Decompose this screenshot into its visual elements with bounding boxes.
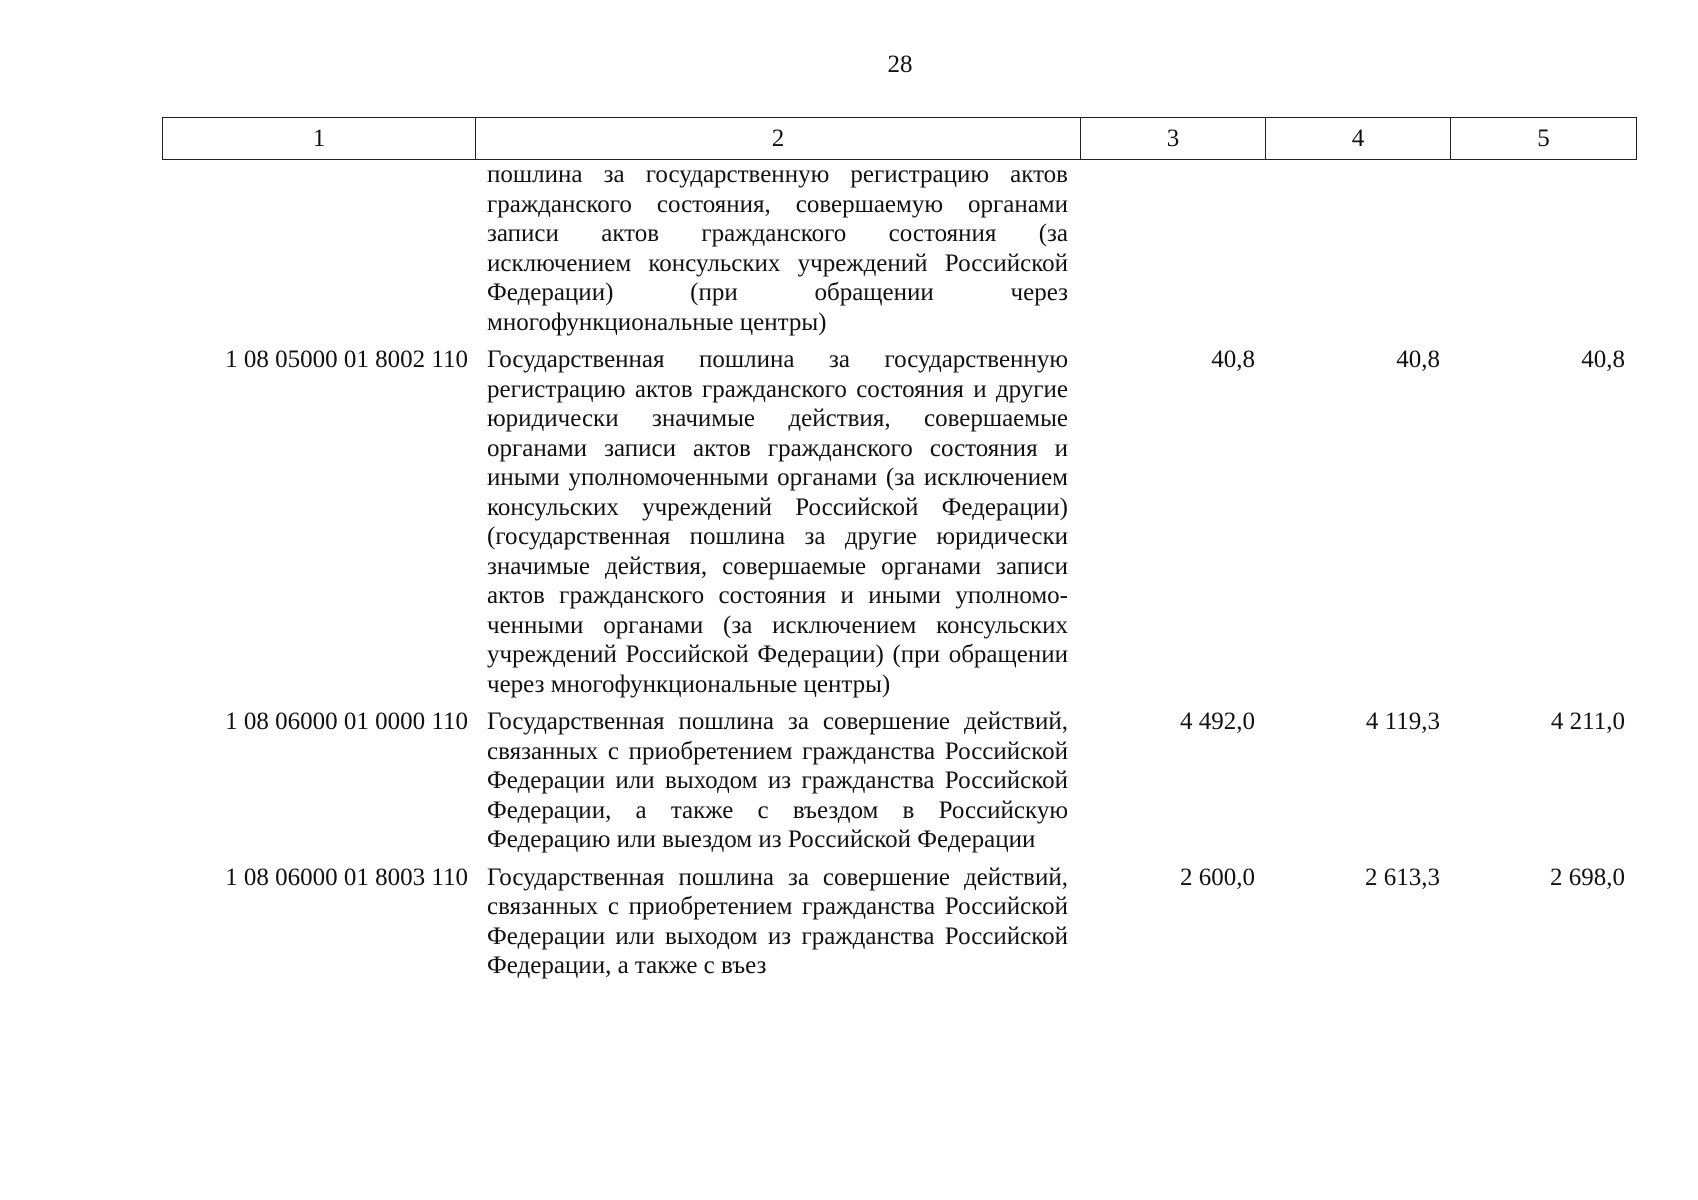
row-value-col5: 2 698,0 <box>1550 863 1625 891</box>
row-code: 1 08 05000 01 8002 110 <box>225 346 468 373</box>
row-value-col4 <box>1265 160 1450 337</box>
table-body <box>162 160 1636 981</box>
row-code <box>162 160 475 337</box>
row-description: Государственная пошлина за совершение действий, связанных с приобретением гражданства Российской Федерации или выходом из гражданства Российской Федерации, а также с въездом в Российскую Федерацию или выездом из Российской Федерации <box>487 708 1068 853</box>
row-value-col5: 4 211,0 <box>1550 708 1625 735</box>
column-header-1: 1 <box>163 118 476 160</box>
row-value-col4: 40,8 <box>1396 346 1440 373</box>
row-value-col3: 4 492,0 <box>1180 708 1255 735</box>
row-code: 1 08 06000 01 0000 110 <box>225 708 468 735</box>
table-row <box>162 345 1636 699</box>
row-code: 1 08 06000 01 8003 110 <box>225 863 468 891</box>
column-header-5: 5 <box>1451 118 1637 160</box>
table-row <box>162 160 1636 337</box>
column-header-2: 2 <box>476 118 1081 160</box>
column-header-3: 3 <box>1081 118 1266 160</box>
row-description: Государственная пошлина за государственную регистрацию актов гражданского состояния и другие юридически значимые действия, совершаемые органами записи актов гражданского состояния и иными уполномоченными органами (за исключением консульских учреждений Российской Федерации) (государственная пошлина за другие юридически значимые действия, совершаемые органами записи актов гражданского состояния и иными уполномоченными органами (за исключением консульских учреждений Российской Федерации) (при обращении через многофункциональные центры) <box>487 346 1068 698</box>
page-number: 28 <box>887 51 913 78</box>
row-value-col5: 40,8 <box>1581 346 1625 373</box>
column-header-table <box>162 117 1637 160</box>
row-value-col3: 2 600,0 <box>1180 863 1255 891</box>
row-value-col4: 2 613,3 <box>1365 863 1440 891</box>
row-description: пошлина за государственную регистрацию актов гражданского состояния, совершаемую органами записи актов гражданского состояния (за исключением консульских учреждений Российской Федерации) (при обращении через многофункциональные центры) <box>487 161 1068 336</box>
row-value-col5 <box>1450 160 1635 337</box>
row-description: Государственная пошлина за совершение действий, связанных с приобретением гражданства Российской Федерации или выходом из гражданства Российской Федерации, а также с въез <box>487 863 1068 979</box>
column-header-row <box>163 118 1637 160</box>
row-value-col4: 4 119,3 <box>1365 708 1440 735</box>
table-row <box>162 707 1636 855</box>
row-value-col3: 40,8 <box>1211 346 1255 373</box>
table-row <box>162 863 1636 981</box>
column-header-4: 4 <box>1266 118 1451 160</box>
row-value-col3 <box>1080 160 1265 337</box>
